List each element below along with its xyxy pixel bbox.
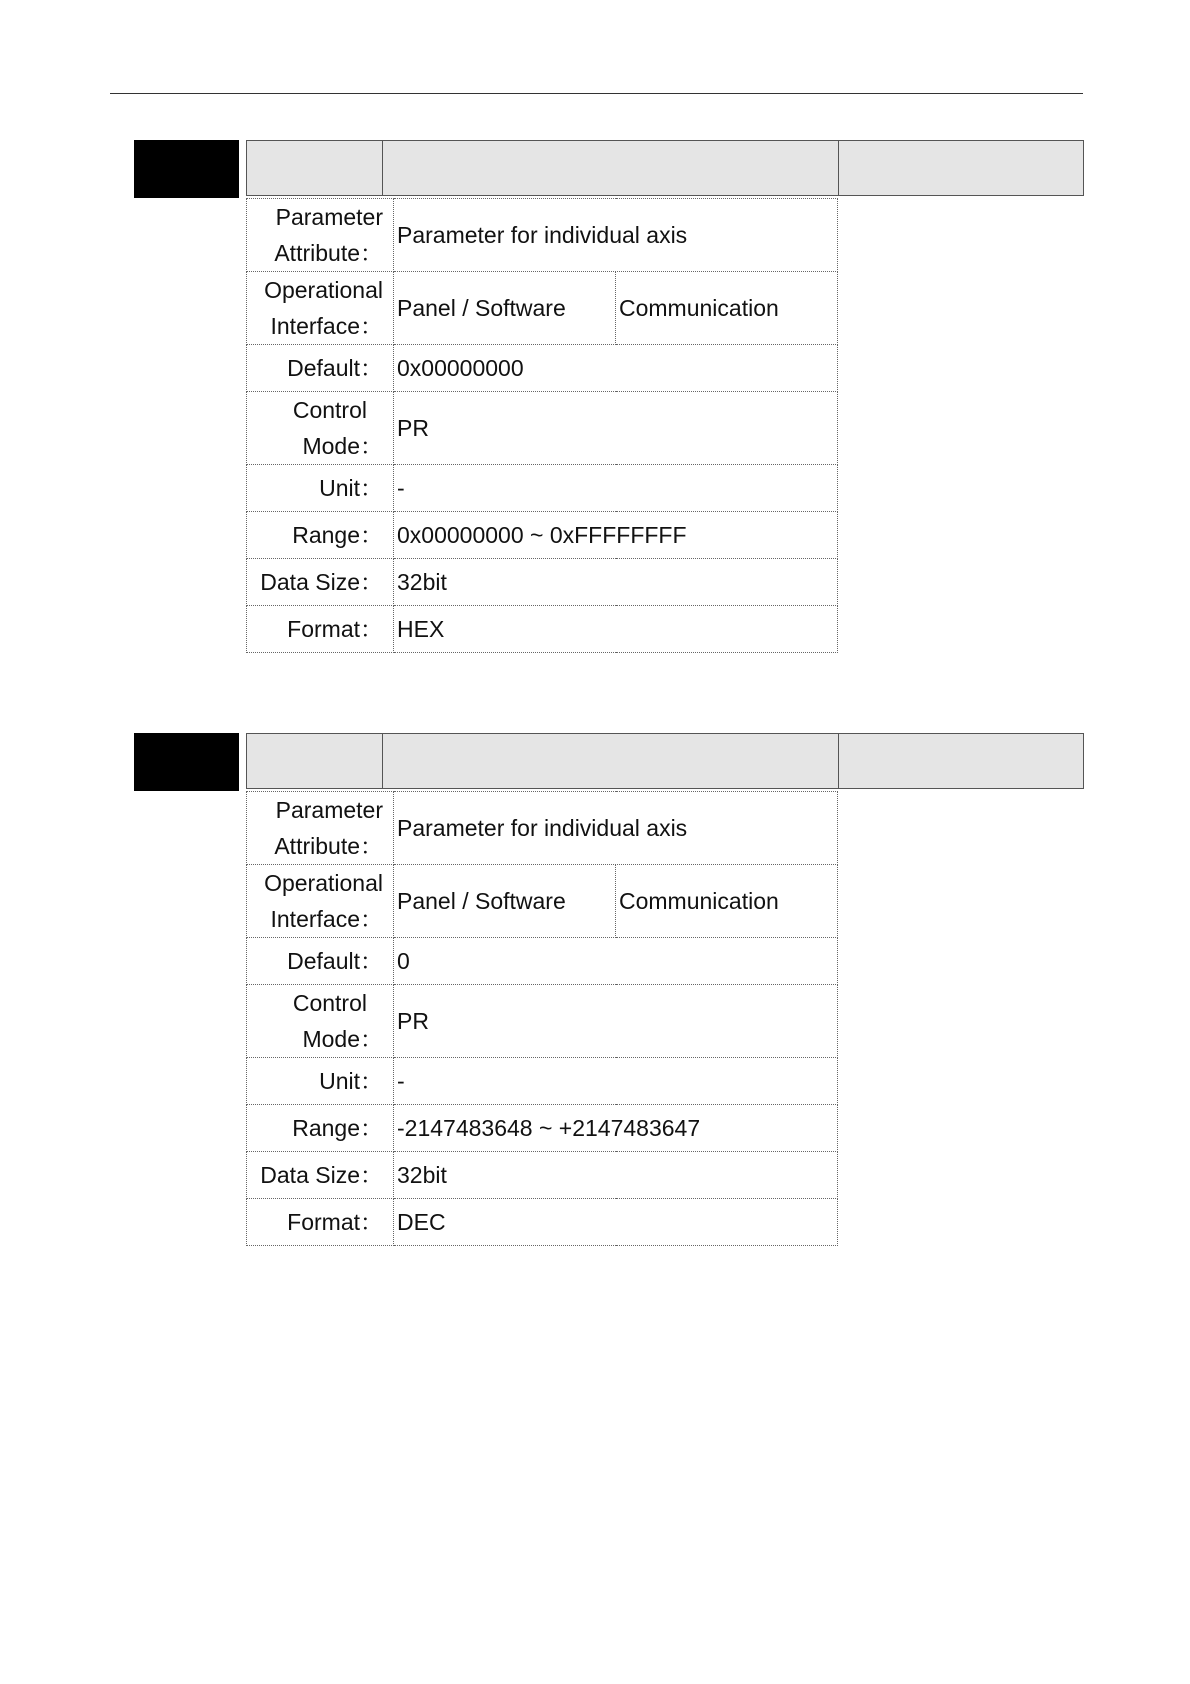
header-cell-name: [383, 141, 839, 195]
unit-value: -: [394, 1058, 838, 1105]
interface-label-line1: Operational: [264, 870, 383, 896]
range-row: [247, 1105, 838, 1152]
interface-panel-value: Panel / Software: [394, 865, 616, 938]
control-mode-label: [247, 985, 394, 1058]
interface-comm-value: Communication: [616, 865, 838, 938]
interface-label: [247, 272, 394, 345]
interface-label-line2: Interface：: [270, 906, 383, 932]
unit-row: [247, 1058, 838, 1105]
data-size-value: 32bit: [394, 1152, 838, 1199]
attribute-row: [247, 792, 838, 865]
attribute-label: [247, 199, 394, 272]
range-label: Range：: [247, 1105, 394, 1152]
control-mode-row: [247, 985, 838, 1058]
format-row: [247, 606, 838, 653]
page-header-rule: [110, 93, 1083, 94]
data-size-row: [247, 1152, 838, 1199]
control-mode-label: [247, 392, 394, 465]
default-value: 0: [394, 938, 838, 985]
interface-label: [247, 865, 394, 938]
attribute-value: Parameter for individual axis: [394, 199, 838, 272]
attribute-label: [247, 792, 394, 865]
interface-row: [247, 272, 838, 345]
default-label: Default：: [247, 938, 394, 985]
unit-label: Unit：: [247, 465, 394, 512]
attribute-label-line2: Attribute：: [274, 833, 383, 859]
unit-row: [247, 465, 838, 512]
parameter-code-tab: [134, 733, 239, 791]
attribute-row: [247, 199, 838, 272]
default-row: [247, 345, 838, 392]
default-value: 0x00000000: [394, 345, 838, 392]
interface-row: [247, 865, 838, 938]
data-size-row: [247, 559, 838, 606]
range-value: -2147483648 ~ +2147483647: [394, 1105, 838, 1152]
range-value: 0x00000000 ~ 0xFFFFFFFF: [394, 512, 838, 559]
attribute-label-line1: Parameter: [275, 204, 383, 230]
control-mode-value: PR: [394, 985, 838, 1058]
data-size-value: 32bit: [394, 559, 838, 606]
data-size-label: Data Size：: [247, 1152, 394, 1199]
control-mode-row: [247, 392, 838, 465]
control-mode-label-line1: Control: [292, 990, 367, 1016]
range-label: Range：: [247, 512, 394, 559]
attribute-value: Parameter for individual axis: [394, 792, 838, 865]
interface-panel-value: Panel / Software: [394, 272, 616, 345]
attribute-label-line1: Parameter: [275, 797, 383, 823]
default-label: Default：: [247, 345, 394, 392]
format-row: [247, 1199, 838, 1246]
unit-label: Unit：: [247, 1058, 394, 1105]
parameter-attribute-table: [246, 198, 838, 653]
unit-value: -: [394, 465, 838, 512]
interface-label-line1: Operational: [264, 277, 383, 303]
attribute-label-line2: Attribute：: [274, 240, 383, 266]
parameter-code-tab: [134, 140, 239, 198]
header-cell-name: [383, 734, 839, 788]
format-label: Format：: [247, 1199, 394, 1246]
parameter-attribute-table: [246, 791, 838, 1246]
control-mode-label-line2: Mode：: [302, 1026, 383, 1052]
interface-label-line2: Interface：: [270, 313, 383, 339]
header-cell-code: [247, 141, 383, 195]
interface-comm-value: Communication: [616, 272, 838, 345]
control-mode-label-line2: Mode：: [302, 433, 383, 459]
parameter-header-row: [246, 140, 1084, 196]
control-mode-label-line1: Control: [292, 397, 367, 423]
format-value: HEX: [394, 606, 838, 653]
header-cell-code: [247, 734, 383, 788]
range-row: [247, 512, 838, 559]
data-size-label: Data Size：: [247, 559, 394, 606]
control-mode-value: PR: [394, 392, 838, 465]
parameter-header-row: [246, 733, 1084, 789]
format-value: DEC: [394, 1199, 838, 1246]
format-label: Format：: [247, 606, 394, 653]
default-row: [247, 938, 838, 985]
